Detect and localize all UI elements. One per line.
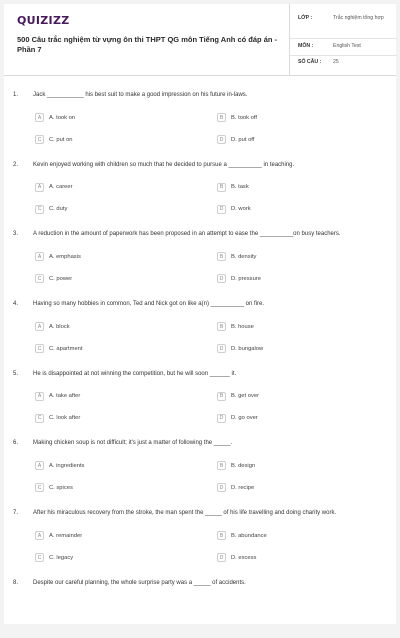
meta-divider xyxy=(290,55,397,56)
option-letter-box: D xyxy=(217,553,226,562)
option-label: A. remainder xyxy=(49,532,83,539)
question-text: Kevin enjoyed working with children so much that he decided to pursue a __________ in teaching. xyxy=(33,161,295,168)
option-label: B. design xyxy=(231,462,256,469)
question-text: He is disappointed at not winning the competition, but he will soon ______ it. xyxy=(33,370,237,377)
option-label: D. go over xyxy=(231,415,258,422)
question-item xyxy=(4,568,396,638)
option-letter-box: B xyxy=(217,461,226,470)
answer-option[interactable] xyxy=(35,135,73,144)
option-label: B. density xyxy=(231,253,257,260)
worksheet-title: 500 Câu trắc nghiệm từ vựng ôn thi THPT QG môn Tiếng Anh có đáp án - Phần 7 xyxy=(17,35,278,54)
question-text: Having so many hobbies in common, Ted and Nick got on like a(n) __________ on fire. xyxy=(33,301,265,308)
option-label: A. career xyxy=(49,184,73,191)
answer-option[interactable] xyxy=(217,392,259,401)
option-label: D. excess xyxy=(231,554,257,561)
option-letter-box: C xyxy=(35,135,44,144)
meta-class-value: Trắc nghiệm tổng hợp xyxy=(333,15,384,21)
answer-option[interactable] xyxy=(35,553,73,562)
question-number: 5. xyxy=(13,370,19,377)
option-label: C. apartment xyxy=(49,345,83,352)
answer-option[interactable] xyxy=(35,205,67,214)
answer-option[interactable] xyxy=(35,461,84,470)
option-label: A. ingredients xyxy=(49,462,85,469)
answer-option[interactable] xyxy=(35,531,82,540)
answer-option[interactable] xyxy=(217,113,257,122)
meta-class-label: LỚP : xyxy=(298,15,313,21)
question-text: After his miraculous recovery from the stroke, the man spent the _____ of his life travelling and doing charity work. xyxy=(33,510,337,517)
answer-option[interactable] xyxy=(217,344,263,353)
option-letter-box: C xyxy=(35,344,44,353)
answer-option[interactable] xyxy=(217,414,258,423)
answer-option[interactable] xyxy=(217,205,251,214)
option-letter-box: D xyxy=(217,344,226,353)
question-number: 6. xyxy=(13,440,19,447)
question-number: 3. xyxy=(13,231,19,238)
answer-option[interactable] xyxy=(217,135,254,144)
answer-option[interactable] xyxy=(35,344,83,353)
option-letter-box: B xyxy=(217,392,226,401)
option-label: B. took off xyxy=(231,114,257,121)
option-letter-box: A xyxy=(35,183,44,192)
question-text: Making chicken soup is not difficult; it's just a matter of following the _____. xyxy=(33,440,233,447)
option-letter-box: C xyxy=(35,483,44,492)
option-letter-box: D xyxy=(217,483,226,492)
question-text: Despite our careful planning, the whole surprise party was a _____ of accidents. xyxy=(33,579,246,586)
option-label: D. bungalow xyxy=(231,345,264,352)
option-letter-box: C xyxy=(35,414,44,423)
option-label: D. pressure xyxy=(231,275,261,282)
option-label: D. work xyxy=(231,206,251,213)
meta-count-label: SỐ CÂU : xyxy=(298,59,322,65)
option-letter-box: A xyxy=(35,531,44,540)
option-label: C. look after xyxy=(49,415,81,422)
option-letter-box: A xyxy=(35,392,44,401)
answer-option[interactable] xyxy=(35,113,75,122)
option-letter-box: A xyxy=(35,461,44,470)
option-label: C. legacy xyxy=(49,554,74,561)
quizizz-logo: QUIZIZZ xyxy=(17,14,70,27)
answer-option[interactable] xyxy=(35,274,72,283)
answer-option[interactable] xyxy=(35,252,81,261)
option-letter-box: A xyxy=(35,252,44,261)
option-letter-box: B xyxy=(217,113,226,122)
option-label: D. recipe xyxy=(231,484,255,491)
answer-option[interactable] xyxy=(217,183,249,192)
meta-count-value: 25 xyxy=(333,59,339,65)
question-number: 1. xyxy=(13,92,19,98)
option-label: D. put off xyxy=(231,136,255,143)
answer-option[interactable] xyxy=(217,274,261,283)
option-letter-box: C xyxy=(35,274,44,283)
option-label: B. house xyxy=(231,323,254,330)
answer-option[interactable] xyxy=(217,461,255,470)
option-label: B. abundance xyxy=(231,532,267,539)
option-letter-box: D xyxy=(217,274,226,283)
meta-subject-label: MÔN : xyxy=(298,43,314,49)
option-label: A. block xyxy=(49,323,70,330)
option-label: B. get over xyxy=(231,393,260,400)
answer-option[interactable] xyxy=(35,183,73,192)
question-number: 2. xyxy=(13,161,19,168)
meta-panel xyxy=(289,4,396,76)
option-letter-box: D xyxy=(217,414,226,423)
question-item xyxy=(4,219,396,289)
answer-option[interactable] xyxy=(217,252,256,261)
answer-option[interactable] xyxy=(35,483,73,492)
question-item xyxy=(4,428,396,498)
question-item xyxy=(4,80,396,150)
question-number: 7. xyxy=(13,510,19,517)
question-text: Jack ___________ his best suit to make a good impression on his future in-laws. xyxy=(33,92,248,98)
answer-option[interactable] xyxy=(217,483,254,492)
option-label: A. emphasis xyxy=(49,253,81,260)
question-text: A reduction in the amount of paperwork has been proposed in an attempt to ease the __________on busy teachers. xyxy=(33,231,341,238)
meta-subject-value: English Test xyxy=(333,43,361,49)
option-letter-box: C xyxy=(35,205,44,214)
option-label: C. put on xyxy=(49,136,73,143)
question-list xyxy=(4,80,396,638)
question-item xyxy=(4,359,396,429)
option-letter-box: D xyxy=(217,205,226,214)
answer-option[interactable] xyxy=(217,553,256,562)
question-item xyxy=(4,150,396,220)
answer-option[interactable] xyxy=(35,322,70,331)
option-label: B. task xyxy=(231,184,249,191)
option-label: C. duty xyxy=(49,206,68,213)
answer-option[interactable] xyxy=(35,392,80,401)
option-label: C. power xyxy=(49,275,73,282)
option-letter-box: B xyxy=(217,252,226,261)
option-letter-box: B xyxy=(217,183,226,192)
option-letter-box: B xyxy=(217,531,226,540)
answer-option[interactable] xyxy=(217,531,267,540)
worksheet-page xyxy=(4,4,396,624)
option-letter-box: D xyxy=(217,135,226,144)
option-letter-box: C xyxy=(35,553,44,562)
answer-option[interactable] xyxy=(217,322,254,331)
question-item xyxy=(4,289,396,359)
option-letter-box: A xyxy=(35,322,44,331)
meta-divider xyxy=(290,38,397,39)
option-label: A. take after xyxy=(49,393,81,400)
question-item xyxy=(4,498,396,568)
question-number: 8. xyxy=(13,579,19,586)
worksheet-header xyxy=(4,4,396,76)
answer-option[interactable] xyxy=(35,414,80,423)
option-letter-box: B xyxy=(217,322,226,331)
option-label: C. spices xyxy=(49,484,73,491)
option-label: A. took on xyxy=(49,114,76,121)
option-letter-box: A xyxy=(35,113,44,122)
question-number: 4. xyxy=(13,301,19,308)
